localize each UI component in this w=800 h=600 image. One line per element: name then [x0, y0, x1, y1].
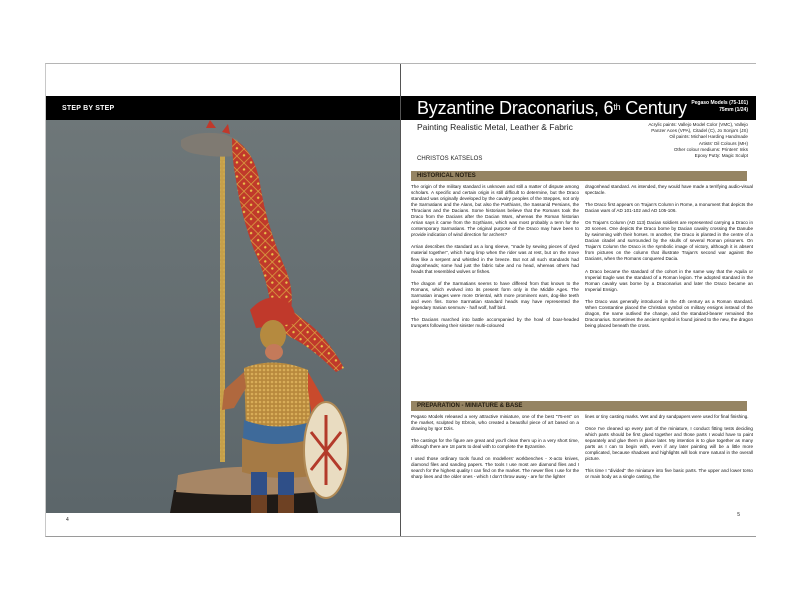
author-name: CHRISTOS KATSELOS: [417, 156, 483, 162]
paragraph: The Dacians marched into battle accompanied by the howl of boar-headed trumpets following their sinister multi-coloured: [411, 316, 579, 328]
article-subtitle: Painting Realistic Metal, Leather & Fabric: [417, 122, 573, 132]
text-column-1-preparation: [411, 414, 579, 486]
title-text-end: Century: [620, 98, 687, 118]
magazine-spread: [45, 63, 756, 537]
materials-line: Artists' Oil Colours (MH): [698, 140, 748, 146]
publisher-line: Pegaso Models (75-101): [691, 100, 748, 106]
section-tag: STEP BY STEP: [62, 105, 115, 112]
paragraph: The Draco first appears on Trajan's Column in Rome, a monument that depicts the Dacian wars of AD 101-102 and AD 105-106.: [585, 202, 753, 214]
text-column-2-preparation: [585, 414, 753, 486]
paragraph: Pegaso Models released a very attractive miniature, one of the best "75-ers" on the market, sculpted by Ebroin, who created a beautiful piece of art based on a drawing by Igor Dzis.: [411, 414, 579, 432]
title-superscript: th: [613, 102, 621, 112]
paragraph: dragonhead standard. As intended, they would have made a terrifying audio-visual spectacle.: [585, 184, 753, 196]
materials-line: Acrylic paints: Vallejo Model Color (VMC), Vallejo: [648, 122, 748, 127]
paragraph: This time I "divided" the miniature into five basic parts. The upper and lower torso or main body as a single casting, the: [585, 468, 753, 480]
right-page: [401, 64, 756, 536]
section-heading-preparation: PREPARATION - MINIATURE & BASE: [411, 401, 747, 411]
paragraph: lines or tiny casting marks. Wet and dry sandpapers were used for final finishing.: [585, 414, 749, 419]
materials-line: Oil paints: Michael Harding Handmade: [669, 134, 748, 140]
publisher-info: [691, 100, 748, 114]
materials-line: Other colour mediums: Printers' Inks: [673, 146, 748, 152]
scale-line: 75mm (1/24): [719, 107, 748, 113]
paragraph: The Draco was generally introduced in the 4th century as a Roman standard. When Constantine placed the Christian symbol on military ensigns instead of the dragon, the name outlived the change, and the standard-bearer remained the Draconarius. Sometimes the ancient symbol is found joined to the new, the dragon being placed beneath the cross.: [585, 298, 753, 328]
paragraph: The origin of the military standard is unknown and still a matter of dispute among scholars. A specific and certain origin is still difficult to determine, but the Draco standard was originally developed by the cavalry peoples of the Steppes, not only the Sarmatians and the Alans, but also the Parthians, the Sassanid Persians, the Thracians and the Dacians. Some historians believe that the Romans took the Draco from the Dacians after the Dacian Wars, whereas the Roman historian Arrian says it came from the Scythians, which was most probably a term for the contemporary Sarmatians. The original purpose of the Draco may have been to provide indication of wind direction for archers?: [411, 184, 579, 238]
paragraph: On Trajan's Column (AD 113) Dacian soldiers are represented carrying a Draco in 20 scenes. One depicts the Draco borne by Dacian cavalry crossing the Danube by swimming with their horses. In another, the Draco is planted in the centre of a Dacian citadel and surrounded by the skulls of several Roman prisoners. On Trajan's Column the Draco is the symbolic image of victory, although it is absent from pictures on the column that illustrate Trajan's second war against the Dacians, when the Romans conquered Dacia.: [585, 220, 753, 262]
section-heading-historical-notes: HISTORICAL NOTES: [411, 171, 747, 181]
paragraph: I used those ordinary tools found on modellers' workbenches - X-acto knives, diamond files and sanding papers. The tools I use most are diamond files and I search for the highest quality I can find on the market. The newer files I use for the sharp lines and the older ones - which I don't throw away - are for the lighter: [411, 456, 579, 480]
materials-line: Panzer Aces (VPA), Citadel (C), Jo Sonja's (JS): [651, 128, 748, 134]
page-number-left: 4: [66, 517, 69, 523]
paragraph: Once I've cleaned up every part of the miniature, I conduct fitting tests deciding which parts should be first glued together and those parts I would have to paint separately and glue them in place later. My intention is to glue together as many parts as I can to begin with, even if any later painting will be a little more complicated, because shadows and highlights will look more natural in the overall picture.: [585, 426, 753, 462]
page-number-right: 5: [737, 512, 740, 518]
text-column-1: [411, 184, 579, 335]
paragraph: The castings for the figure are great and you'll clean them up in a very short time, although there are 18 parts to deal with to complete the Byzantine.: [411, 438, 579, 450]
article-title: [417, 96, 687, 120]
materials-line: Epoxy Putty: Magic Sculpt: [694, 153, 748, 159]
text-column-2: [585, 184, 753, 335]
paragraph: The dragon of the Sarmatians seems to have differed from that known to the Romans, which evolved into its present form only in the Middle Ages. The Sarmatian images were more Oriental, with more prominent ears, dog-like teeth and even fins. Some Sarmatian standard heads may have represented the legendary Iranian senmurv - half wolf, half bird.: [411, 280, 579, 310]
materials-list: [568, 122, 748, 159]
title-text: Byzantine Draconarius, 6: [417, 98, 614, 118]
paragraph: A Draco became the standard of the cohort in the same way that the Aquila or Imperial Eagle was the standard of a Roman legion. The adopted standard in the Roman cavalry was borne by a Draconarius and later the Draco became an Imperial Ensign.: [585, 268, 753, 292]
miniature-photo: [46, 120, 400, 513]
left-page: [46, 64, 400, 536]
draconarius-figure-image: [46, 120, 400, 513]
paragraph: Arrian describes the standard as a long sleeve, "made by sewing pieces of dyed material together", which hung limp when the rider was at rest, but on the move flew like a serpent and whistled in the breeze. But not all such standards had dragonheads; some had just the fabric tube and no head, whereas others had heads that resembled wolves or fishes.: [411, 244, 579, 274]
